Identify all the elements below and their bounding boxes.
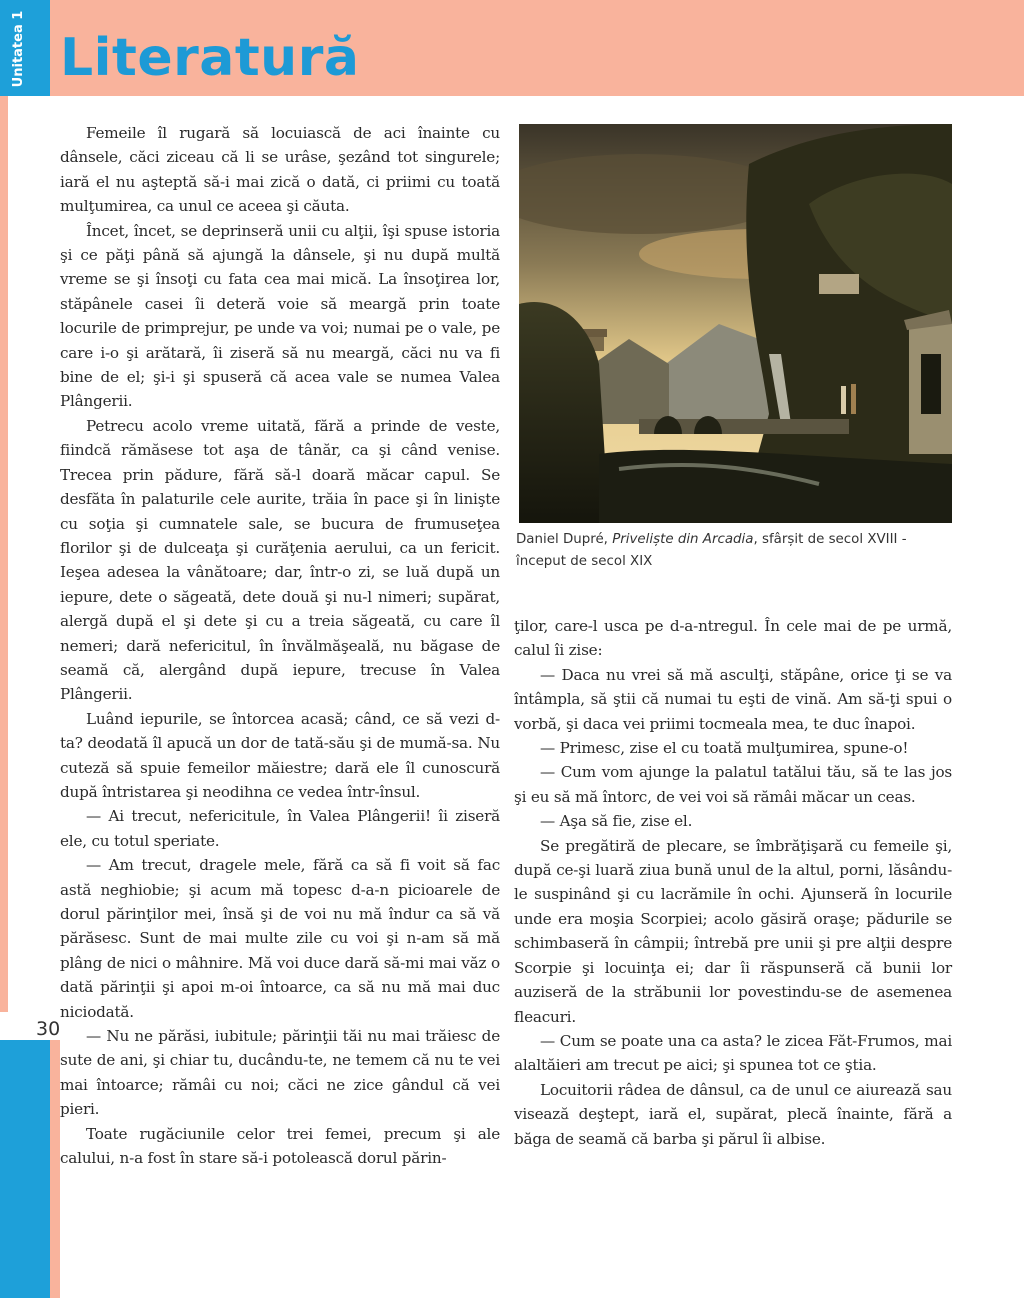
paragraph: Încet, încet, se deprinseră unii cu alţii, îşi spuse istoria şi ce păţi până să ajungă la dânsele, şi nu după multă vreme se şi însoţi cu fata cea mai mică. La însoţirea lor, stăpânele casei îi deteră voie să meargă prin toate locurile de primprejur, pe unde va voi; numai pe o vale, pe care i-o şi arătară, îi ziseră să nu meargă, căci nu va fi bine de el; şi-i şi spuseră că acea vale se numea Valea Plângerii. — [60, 221, 500, 411]
paragraph: — Cum vom ajunge la palatul tatălui tău, să te las jos şi eu să mă întorc, de vei voi să rămâi măcar un ceas. — [514, 763, 952, 806]
paragraph: Locuitorii râdea de dânsul, ca de unul ce aiurează sau visează deştept, iară el, supărat, plecă înainte, fără a băga de seamă că barba şi părul îi albise. — [514, 1080, 952, 1148]
caption-title: Priveliște din Arcadia — [612, 532, 754, 547]
footer-blue-block — [0, 1040, 50, 1298]
paragraph: ţilor, care-l usca pe d-a-ntregul. În cele mai de pe urmă, calul îi zise: — [514, 617, 952, 660]
right-text-column — [514, 614, 952, 1151]
left-text-column — [60, 121, 500, 1170]
paragraph: — Ai trecut, nefericitule, în Valea Plângerii! îi ziseră ele, cu totul speriate. — [60, 807, 500, 850]
page-title: Literatură — [60, 28, 360, 88]
page-number: 30 — [36, 1018, 61, 1040]
paragraph: — Daca nu vrei să mă asculţi, stăpâne, orice ţi se va întâmpla, să ştii că numai tu eşti de vină. Am să-ţi spui o vorbă, şi daca vei priimi tocmeala mea, te duc înapoi. — [514, 665, 952, 733]
unit-label: Unitatea 1 — [11, 10, 26, 88]
paragraph: Femeile îl rugară să locuiască de aci înainte cu dânsele, căci ziceau că li se urâse, şezând tot singurele; iară el nu aşteptă să-i mai zică o dată, ci priimi cu toată mulţumirea, ca unul ce aceea şi căuta. — [60, 124, 500, 216]
paragraph: — Nu ne părăsi, iubitule; părinţii tăi nu mai trăiesc de sute de ani, şi chiar tu, ducându-te, ne temem că nu te vei mai întoarce; rămâi cu noi; căci ne zice gândul că vei pieri. — [60, 1027, 500, 1119]
caption-author: Daniel Dupré, — [516, 532, 613, 547]
caption-rest: , sfârșit de secol XVIII - început de secol XIX — [516, 532, 907, 569]
footer-pink-strip — [50, 1040, 60, 1298]
paragraph: Luând iepurile, se întorcea acasă; când, ce să vezi d-ta? deodată îl apucă un dor de tată-său şi de mumă-sa. Nu cuteză să spuie femeilor măiestre; dară ele îl cunoscură după întristarea şi neodihna ce vedea într-însul. — [60, 709, 500, 801]
figure-caption — [516, 529, 956, 573]
paragraph: Se pregătiră de plecare, se îmbrăţişară cu femeile şi, după ce-şi luară ziua bună unul de la altul, porni, lăsându-le suspinând şi cu lacrămile în ochi. Ajunseră în locurile unde era moşia Scorpiei; acolo găsiră oraşe; pădurile se schimbaseră în câmpii; întrebă pre unii şi pre alţii despre Scorpie şi locuinţa ei; dar îi răspunseră că bunii lor auziseră de la străbunii lor povestindu-se de asemenea fleacuri. — [514, 836, 952, 1026]
paragraph: — Am trecut, dragele mele, fără ca să fi voit să fac astă neghiobie; şi acum mă topesc d-a-n picioarele de dorul părinţilor mei, însă şi de voi nu mă îndur ca să vă părăsesc. Sunt de mai multe zile cu voi şi n-am să mă plâng de nici o mâhnire. Mă voi duce dară să-mi mai văz o dată părinţii şi apoi m-oi întoarce, ca să nu mă mai duc niciodată. — [60, 856, 500, 1021]
paragraph: — Cum se poate una ca asta? le zicea Făt-Frumos, mai alaltăieri am trecut pe aici; şi spunea tot ce ştia. — [514, 1031, 952, 1075]
left-accent-bar — [0, 96, 8, 1012]
paragraph: — Aşa să fie, zise el. — [540, 812, 693, 831]
landscape-painting — [519, 124, 952, 523]
paragraph: — Primesc, zise el cu toată mulţumirea, spune-o! — [540, 739, 909, 758]
paragraph: Petrecu acolo vreme uitată, fără a prinde de veste, fiindcă rămăsese tot aşa de tânăr, ca şi când venise. Trecea prin pădure, fără să-l doară măcar capul. Se desfăta în palaturile cele aurite, trăia în pace şi în linişte cu soţia şi cumnatele sale, se bucura de frumuseţea florilor şi de dulceaţa şi curăţenia aerului, ca un fericit. Ieşea adesea la vânătoare; dar, într-o zi, se luă după un iepure, dete o săgeată, dete două şi nu-l nimeri; supărat, alergă după el şi dete şi cu a treia săgeată, cu care îl nemeri; dară nefericitul, în învălmăşeală, nu băgase de seamă că, alergând după iepure, trecuse în Valea Plângerii. — [60, 416, 500, 704]
paragraph: Toate rugăciunile celor trei femei, precum şi ale calului, n-a fost în stare să-i potolească dorul părin- — [60, 1124, 500, 1168]
